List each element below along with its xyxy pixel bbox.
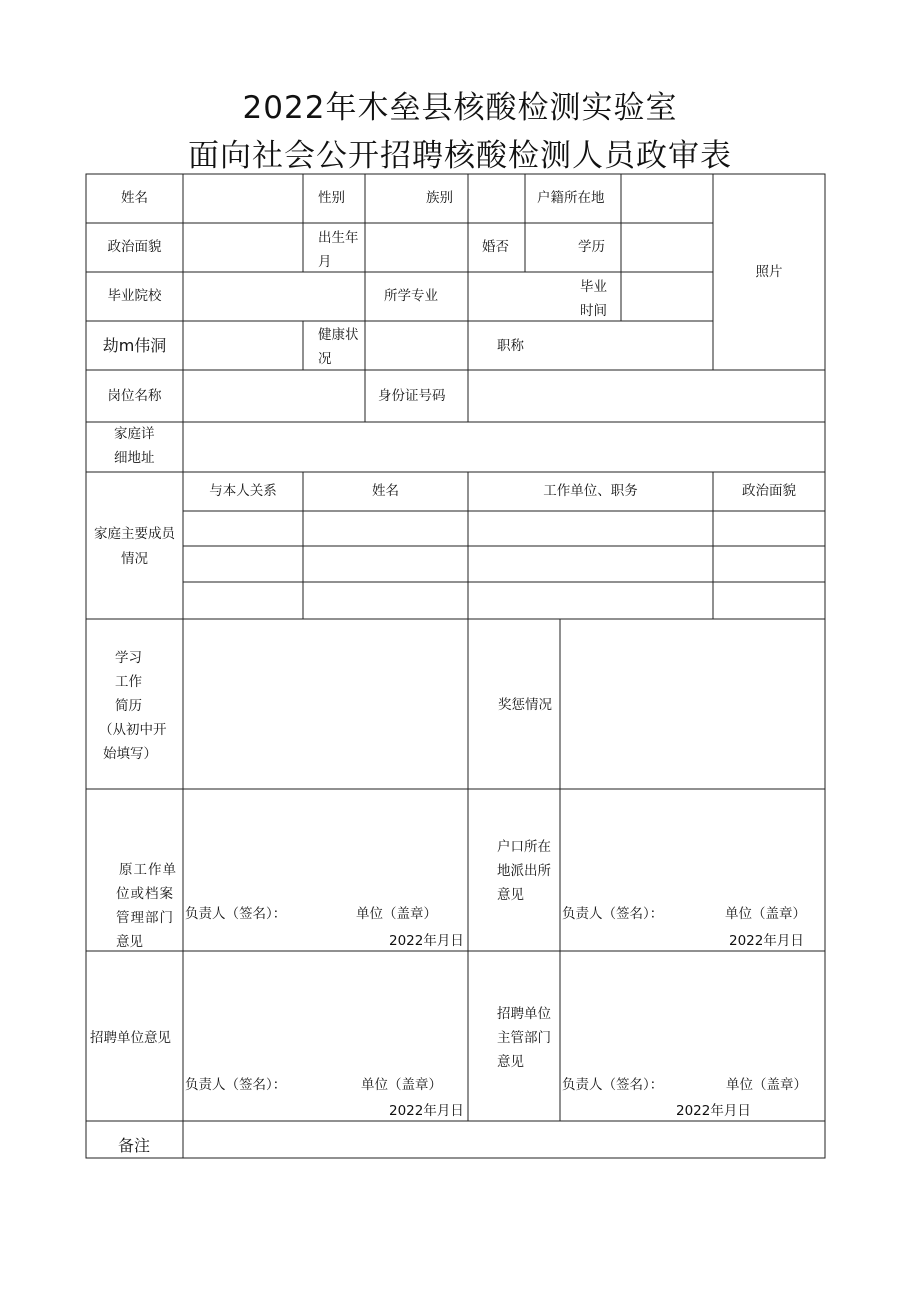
dept-seal[interactable]: 单位（盖章）	[726, 1077, 807, 1093]
position-label: 岗位名称	[107, 388, 162, 404]
birth-field[interactable]	[366, 224, 467, 271]
police-label-2: 地派出所	[497, 863, 551, 879]
resume-label-3: 简历	[115, 698, 142, 714]
family-label-2: 情况	[121, 551, 148, 567]
resume-field[interactable]	[184, 620, 467, 788]
ethnicity-field[interactable]	[469, 175, 524, 222]
school-field[interactable]	[184, 273, 364, 320]
grad-time-label-1: 毕业	[580, 279, 607, 295]
gender-label: 性别	[318, 190, 345, 206]
dept-label-2: 主管部门	[497, 1030, 551, 1046]
position-field[interactable]	[184, 371, 364, 421]
name-label: 姓名	[121, 190, 148, 206]
dept-date[interactable]: 2022年月日	[676, 1103, 751, 1119]
orig-unit-label-2: 位或档案	[116, 886, 174, 902]
grad-time-field[interactable]	[622, 273, 712, 320]
family-header-relation: 与本人关系	[209, 483, 277, 499]
birth-label-1: 出生年	[318, 230, 359, 246]
awards-label: 奖惩情况	[498, 697, 552, 713]
address-label-1: 家庭详	[114, 426, 155, 442]
education-label: 学历	[578, 239, 605, 255]
awards-field[interactable]	[561, 620, 824, 788]
resume-label-4: （从初中开	[99, 722, 167, 738]
school-label: 毕业院校	[107, 288, 162, 304]
page-title-line1: 2022年木垒县核酸检测实验室	[242, 90, 678, 126]
orig-unit-label-4: 意见	[116, 934, 143, 950]
hukou-label: 户籍所在地	[537, 190, 605, 206]
dept-label-1: 招聘单位	[497, 1006, 551, 1022]
police-seal[interactable]: 单位（盖章）	[725, 906, 806, 922]
police-date[interactable]: 2022年月日	[729, 933, 804, 949]
marital-label: 婚否	[482, 239, 509, 255]
remarks-label: 备注	[118, 1136, 151, 1155]
resume-label-2: 工作	[115, 674, 142, 690]
grad-time-label-2: 时间	[580, 303, 607, 319]
orig-unit-seal[interactable]: 单位（盖章）	[356, 906, 437, 922]
health-field[interactable]	[366, 322, 467, 369]
health-label-1: 健康状	[318, 327, 359, 343]
hukou-field[interactable]	[622, 175, 712, 222]
address-label-2: 细地址	[114, 450, 155, 466]
police-label-3: 意见	[497, 887, 524, 903]
address-field[interactable]	[184, 423, 824, 471]
health-label-2: 况	[318, 351, 332, 367]
dept-signer[interactable]: 负责人（签名）：	[562, 1077, 664, 1093]
resume-label-1: 学习	[115, 650, 142, 666]
photo-box[interactable]: 照片	[755, 264, 783, 280]
recruit-date[interactable]: 2022年月日	[389, 1103, 464, 1119]
family-header-work: 工作单位、职务	[543, 483, 638, 499]
id-label: 身份证号码	[378, 388, 446, 404]
dept-label-3: 意见	[497, 1054, 524, 1070]
ethnicity-label: 族别	[426, 190, 453, 206]
resume-label-5: 始填写）	[103, 746, 157, 762]
family-header-political: 政治面貌	[742, 483, 796, 499]
recruit-label: 招聘单位意见	[90, 1030, 171, 1046]
family-label-1: 家庭主要成员	[94, 526, 175, 542]
row4-field[interactable]	[184, 322, 302, 369]
major-label: 所学专业	[384, 288, 438, 304]
political-field[interactable]	[184, 224, 302, 271]
recruit-signer[interactable]: 负责人（签名）：	[185, 1077, 287, 1093]
name-field[interactable]	[184, 175, 302, 222]
political-label: 政治面貌	[107, 239, 162, 255]
title-field[interactable]	[540, 322, 712, 369]
police-label-1: 户口所在	[497, 839, 551, 855]
row4-label: 劫m伟洞	[102, 336, 167, 355]
id-field[interactable]	[469, 371, 824, 421]
orig-unit-date[interactable]: 2022年月日	[389, 933, 464, 949]
family-header-name: 姓名	[372, 483, 399, 499]
title-label: 职称	[497, 338, 524, 354]
family-member-rows[interactable]	[184, 512, 824, 618]
page-title-line2: 面向社会公开招聘核酸检测人员政审表	[188, 138, 732, 174]
orig-unit-signer[interactable]: 负责人（签名）：	[185, 906, 287, 922]
major-field[interactable]	[469, 273, 559, 320]
birth-label-2: 月	[318, 254, 332, 270]
orig-unit-label-3: 管理部门	[116, 910, 174, 926]
orig-unit-label-1: 原工作单	[119, 862, 177, 878]
police-signer[interactable]: 负责人（签名）：	[562, 906, 664, 922]
recruit-seal[interactable]: 单位（盖章）	[361, 1077, 442, 1093]
education-field[interactable]	[622, 224, 712, 271]
remarks-field[interactable]	[184, 1122, 824, 1157]
